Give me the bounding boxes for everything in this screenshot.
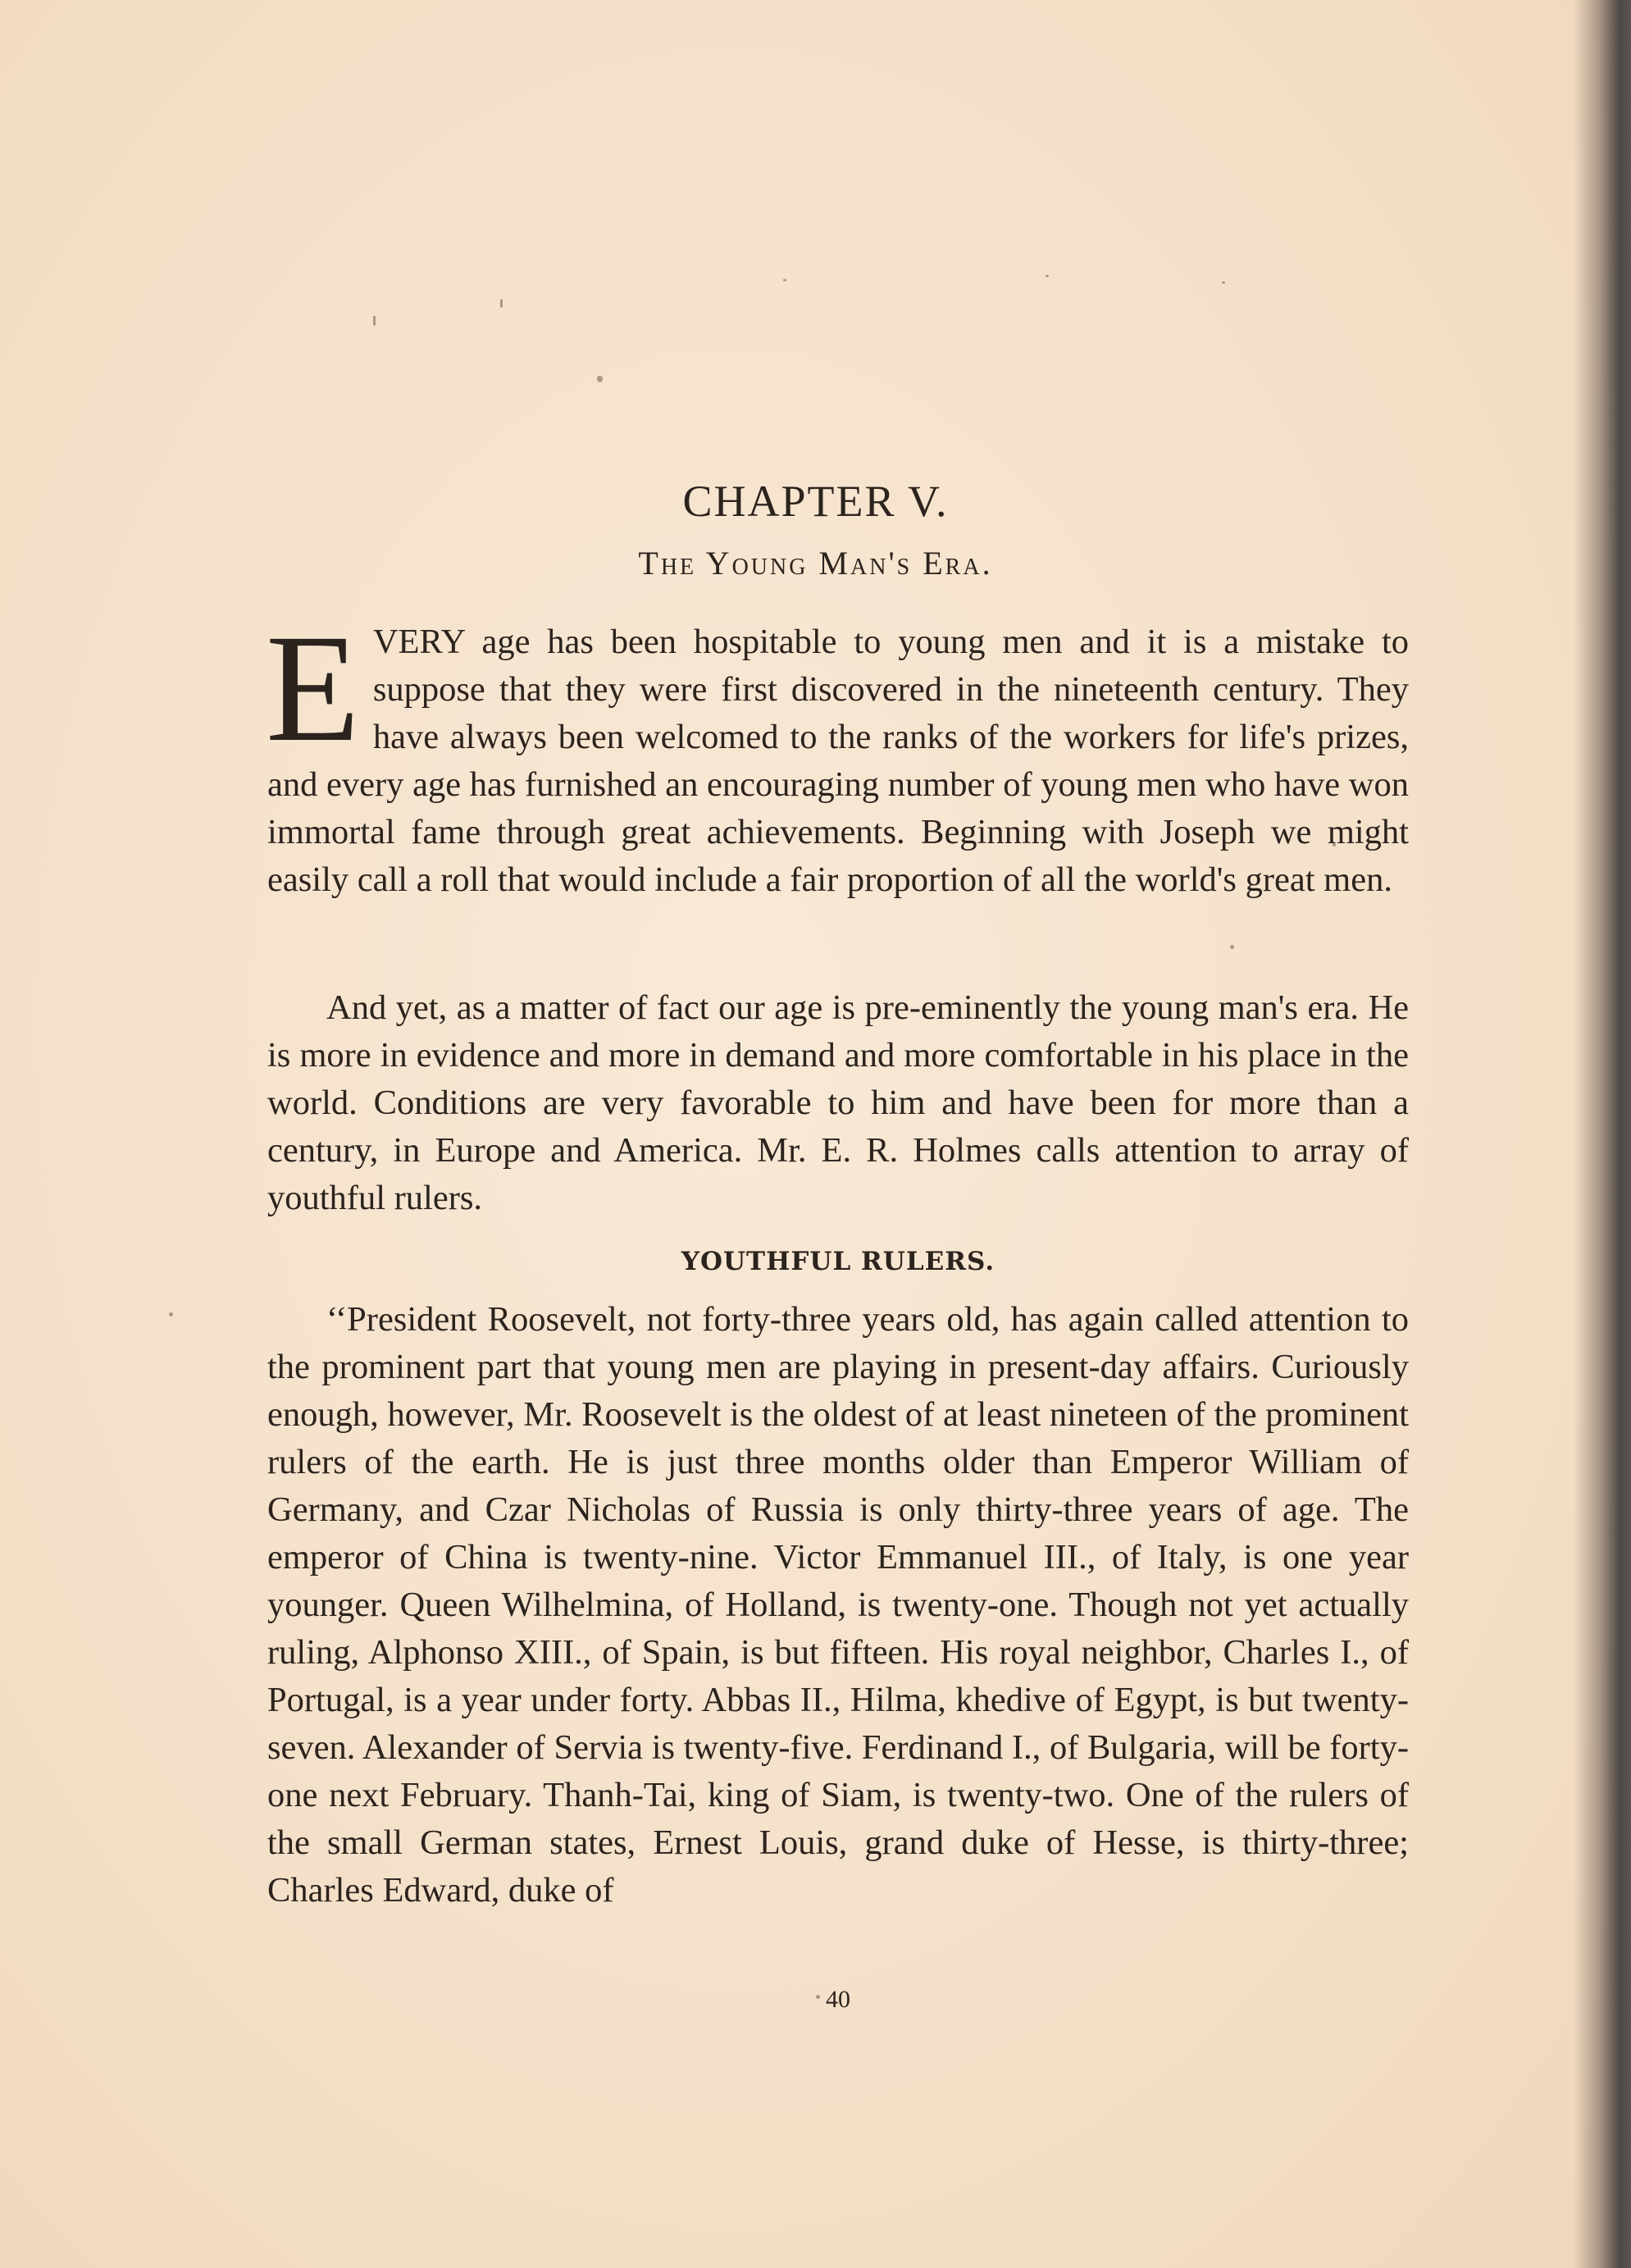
paper-speck bbox=[783, 279, 786, 281]
paper-speck bbox=[1230, 945, 1234, 949]
paragraph-1-text: VERY age has been hospitable to young men and it is a mistake to suppose that they were first discovered in the nineteenth century. They have always been welcomed to the ranks of the workers for life's prizes, and every age has furnished an encouraging number of young men who have won immortal fame through great achievements. Beginning with Joseph we might easily call a roll that would include a fair proportion of all the world's great men. bbox=[267, 623, 1409, 899]
paper-speck bbox=[500, 299, 503, 308]
binding-shadow bbox=[1574, 0, 1631, 2268]
chapter-title: CHAPTER V. bbox=[682, 477, 949, 526]
paper-speck bbox=[1046, 275, 1049, 277]
paper-speck bbox=[169, 1312, 173, 1317]
paper-speck bbox=[373, 316, 376, 326]
paragraph-1 bbox=[266, 602, 1409, 904]
page-number: 40 bbox=[826, 1986, 850, 2013]
subheading: YOUTHFUL RULERS. bbox=[681, 1247, 995, 1276]
paragraph-2: And yet, as a matter of fact our age is pre-eminently the young man's era. He is more in evidence and more in demand and more comfortable in his place in the world. Conditions are very favorable to him and have been for more than a century, in Europe and America. Mr. E. R. Holmes calls attention to array of youthful rulers. bbox=[267, 988, 1409, 1217]
paragraph-3: ‘‘President Roosevelt, not forty-three years old, has again called attention to the prominent part that young men are playing in present-day affairs. Curiously enough, however, Mr. Roosevelt is the oldest of at least nineteen of the prominent rulers of the earth. He is just three months older than Emperor William of Germany, and Czar Nicholas of Russia is only thirty-three years of age. The emperor of China is twenty-nine. Victor Emmanuel III., of Italy, is one year younger. Queen Wilhelmina, of Holland, is twenty-one. Though not yet actually ruling, Alphonso XIII., of Spain, is but fifteen. His royal neighbor, Charles I., of Portugal, is a year under forty. Abbas II., Hilma, khedive of Egypt, is but twenty-seven. Alexander of Servia is twenty-five. Ferdinand I., of Bulgaria, will be forty-one next February. Thanh-Tai, king of Siam, is twenty-two. One of the rulers of the small German states, Ernest Louis, grand duke of Hesse, is thirty-three; Charles Edward, duke of bbox=[267, 1300, 1409, 1910]
drop-cap: E bbox=[266, 602, 360, 773]
paper-speck bbox=[597, 376, 603, 382]
section-title: The Young Man's Era. bbox=[638, 545, 993, 582]
paper-speck bbox=[1222, 281, 1225, 284]
